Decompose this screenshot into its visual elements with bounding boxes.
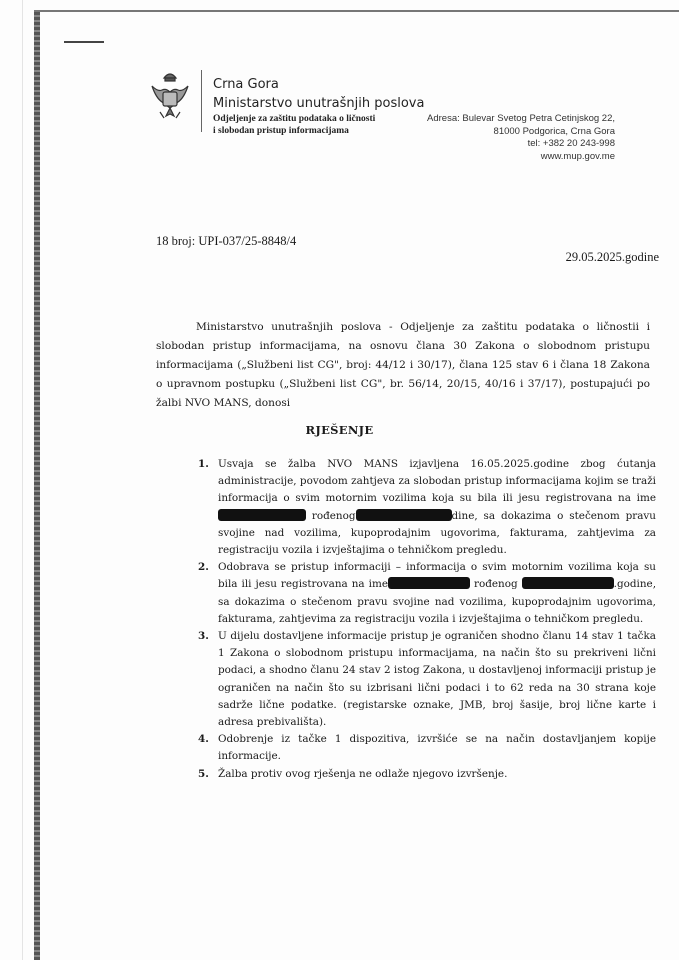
item-number: 2.	[198, 561, 209, 574]
address-city: 81000 Podgorica, Crna Gora	[493, 125, 615, 137]
decision-title: RJEŠENJE	[305, 423, 374, 437]
scan-binding-edge	[34, 12, 40, 960]
country-name: Crna Gora	[213, 77, 279, 92]
item-text: Odobrava se pristup informaciji – informacija o svim motornim vozilima koja su bila ili jesu registrovana na ime	[218, 561, 656, 591]
item-number: 3.	[198, 630, 209, 643]
item-number: 1.	[198, 458, 209, 470]
item-text: .godine, sa dokazima o stečenom pravu svojine nad vozilima, kupoprodajnim ugovorima, fakturama, zahtjevima za registraciju vozila i izvještajima o tehničkom pregledu.	[218, 578, 657, 625]
letterhead-divider	[201, 70, 202, 132]
redacted-birthdate	[356, 509, 452, 521]
preamble-text: Ministarstvo unutrašnjih poslova - Odjeljenje za zaštitu podataka o ličnostii i slobodan pristup informacijama, na osnovu člana 30 Zakona o slobodnom pristupu informacijama („Službeni list CG", broj: 44/12 i 30/17), člana 125 stav 6 i člana 18 Zakona o upravnom postupku („Službeni list CG", br. 56/14, 20/15, 40/16 i 37/17), postupajući po žalbi NVO MANS, donosi	[156, 321, 650, 409]
department-line-1: Odjeljenje za zaštitu podataka o ličnosti	[213, 114, 376, 124]
document-date: 29.05.2025.godine	[565, 250, 659, 264]
address-street: Adresa: Bulevar Svetog Petra Cetinjskog 22,	[427, 113, 615, 124]
preamble	[156, 318, 650, 413]
item-text: dine, sa dokazima o stečenom pravu svojine nad vozilima, kupoprodajnim ugovorima, fakturama, zahtjevima za registraciju vozila i izvještajima o tehničkom pregledu.	[218, 509, 656, 557]
address-website: www.mup.gov.me	[540, 150, 615, 162]
item-number: 4.	[198, 733, 209, 746]
ministry-address	[427, 113, 615, 163]
pen-mark	[64, 41, 104, 43]
reference-number: 18 broj: UPI-037/25-8848/4	[156, 234, 297, 248]
scan-top-edge	[34, 10, 679, 12]
item-text: Usvaja se žalba NVO MANS izjavljena 16.05.2025.godine zbog ćutanja administracije, povodom zahtjeva za slobodan pristup informacijama kojim se traži informacija o svim motornim vozilima koja su bila ili jesu registrovana na ime	[218, 458, 656, 505]
redacted-name	[218, 509, 306, 521]
decision-item-2	[196, 559, 656, 628]
decision-item-1	[196, 456, 656, 559]
department-line-2: i slobodan pristup informacijama	[213, 126, 349, 136]
department-name	[213, 113, 375, 137]
montenegro-coat-of-arms-icon	[148, 68, 192, 128]
address-phone: tel: +382 20 243-998	[527, 138, 615, 149]
decision-item-4	[196, 731, 656, 765]
redacted-name	[388, 577, 470, 589]
item-text: Odobrenje iz tačke 1 dispozitiva, izvršiće se na način dostavljanjem kopije informacije.	[218, 733, 656, 763]
decision-items	[196, 456, 656, 783]
decision-item-3	[196, 628, 656, 731]
decision-item-5	[196, 766, 656, 783]
item-text: Žalba protiv ovog rješenja ne odlaže njegovo izvršenje.	[218, 767, 508, 780]
scan-edge-line	[22, 0, 23, 960]
item-text: U dijelu dostavljene informacije pristup je ograničen shodno članu 14 stav 1 tačka 1 Zakona o slobodnom pristupu informacijama, na način što su prekriveni lični podaci, a shodno članu 24 stav 2 istog Zakona, u dostavljenoj informaciji pristup je ograničen na način što su izbrisani lični podaci i to 62 reda na 30 strana koje sadrže lične podatke. (registarske oznake, JMB, broj šasije, broj lične karte i adresa prebivališta).	[218, 630, 656, 729]
redacted-birthdate	[522, 577, 614, 589]
item-text: rođenog	[469, 578, 522, 591]
item-number: 5.	[198, 767, 209, 780]
item-text: rođenog	[306, 509, 356, 522]
ministry-name: Ministarstvo unutrašnjih poslova	[213, 96, 425, 111]
